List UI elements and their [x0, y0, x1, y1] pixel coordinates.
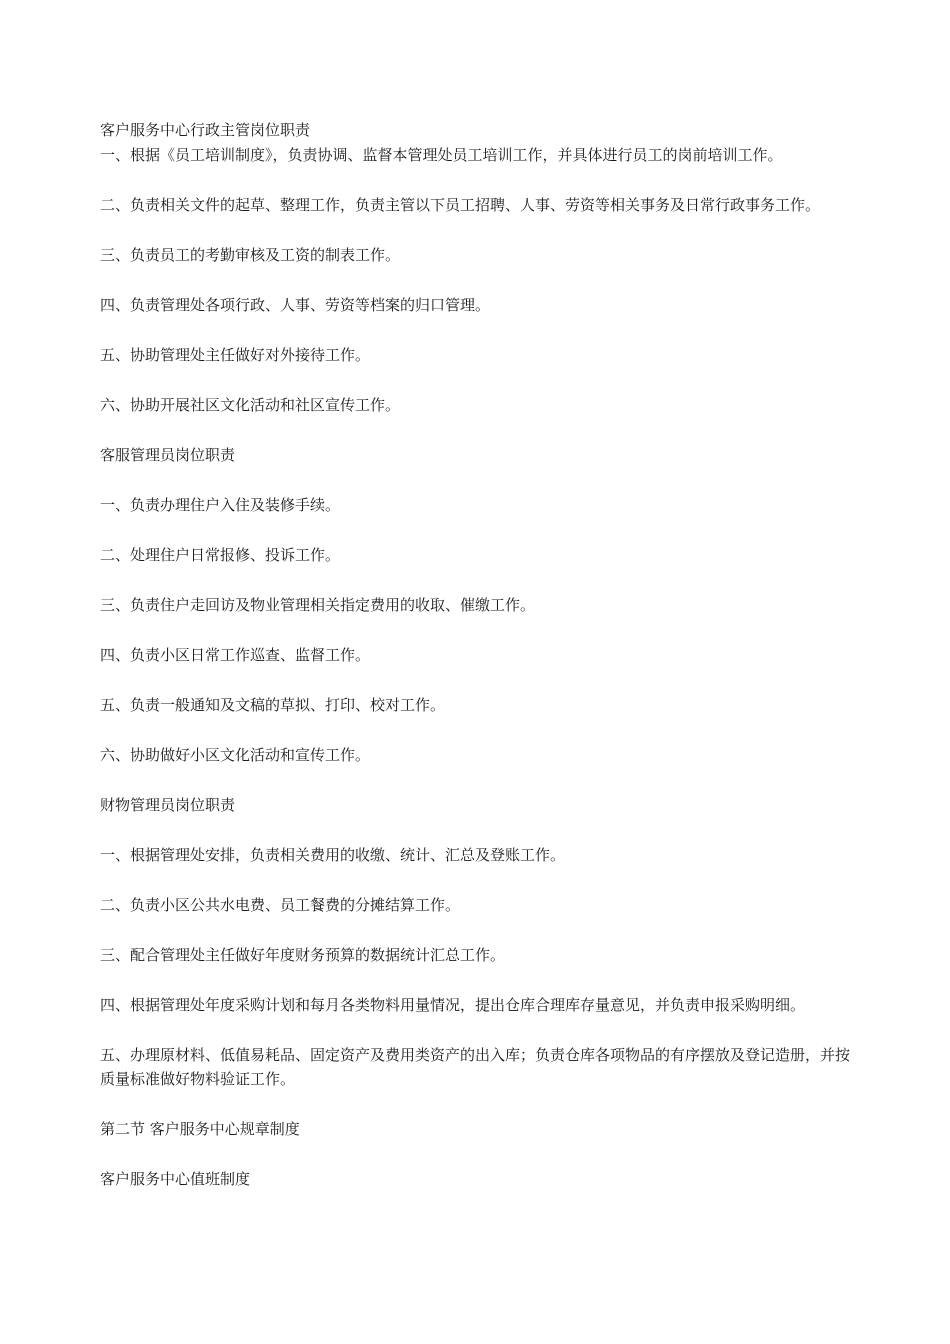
paragraph-finance-2: 二、负责小区公共水电费、员工餐费的分摊结算工作。 — [100, 896, 461, 914]
paragraph-service-6: 六、协助做好小区文化活动和宣传工作。 — [100, 746, 371, 764]
paragraph-admin-6: 六、协助开展社区文化活动和社区宣传工作。 — [100, 396, 401, 414]
paragraph-admin-2: 二、负责相关文件的起草、整理工作，负责主管以下员工招聘、人事、劳资等相关事务及日常行政事务工作。 — [100, 196, 821, 214]
section-title-admin-supervisor: 客户服务中心行政主管岗位职责 — [100, 121, 311, 139]
paragraph-service-3: 三、负责住户走回访及物业管理相关指定费用的收取、催缴工作。 — [100, 596, 536, 614]
paragraph-service-2: 二、处理住户日常报修、投诉工作。 — [100, 546, 341, 564]
section-title-customer-service: 客服管理员岗位职责 — [100, 446, 236, 464]
paragraph-service-1: 一、负责办理住户入住及装修手续。 — [100, 496, 341, 514]
paragraph-service-4: 四、负责小区日常工作巡查、监督工作。 — [100, 646, 371, 664]
document-page — [100, 118, 870, 1191]
paragraph-admin-1: 一、根据《员工培训制度》，负责协调、监督本管理处员工培训工作，并具体进行员工的岗前培训工作。 — [100, 146, 783, 164]
paragraph-finance-4: 四、根据管理处年度采购计划和每月各类物料用量情况，提出仓库合理库存量意见，并负责申报采购明细。 — [100, 996, 806, 1014]
paragraph-finance-1: 一、根据管理处安排，负责相关费用的收缴、统计、汇总及登账工作。 — [100, 846, 566, 864]
section-heading-rules: 第二节 客户服务中心规章制度 — [100, 1120, 300, 1138]
section-title-property-finance: 财物管理员岗位职责 — [100, 796, 236, 814]
paragraph-service-5: 五、负责一般通知及文稿的草拟、打印、校对工作。 — [100, 696, 446, 714]
paragraph-admin-4: 四、负责管理处各项行政、人事、劳资等档案的归口管理。 — [100, 296, 491, 314]
paragraph-admin-3: 三、负责员工的考勤审核及工资的制表工作。 — [100, 246, 401, 264]
section-title-duty-system: 客户服务中心值班制度 — [100, 1170, 251, 1188]
paragraph-admin-5: 五、协助管理处主任做好对外接待工作。 — [100, 346, 371, 364]
paragraph-finance-3: 三、配合管理处主任做好年度财务预算的数据统计汇总工作。 — [100, 946, 506, 964]
paragraph-finance-5: 五、办理原材料、低值易耗品、固定资产及费用类资产的出入库；负责仓库各项物品的有序摆放及登记造册，并按质量标准做好物料验证工作。 — [100, 1046, 851, 1088]
